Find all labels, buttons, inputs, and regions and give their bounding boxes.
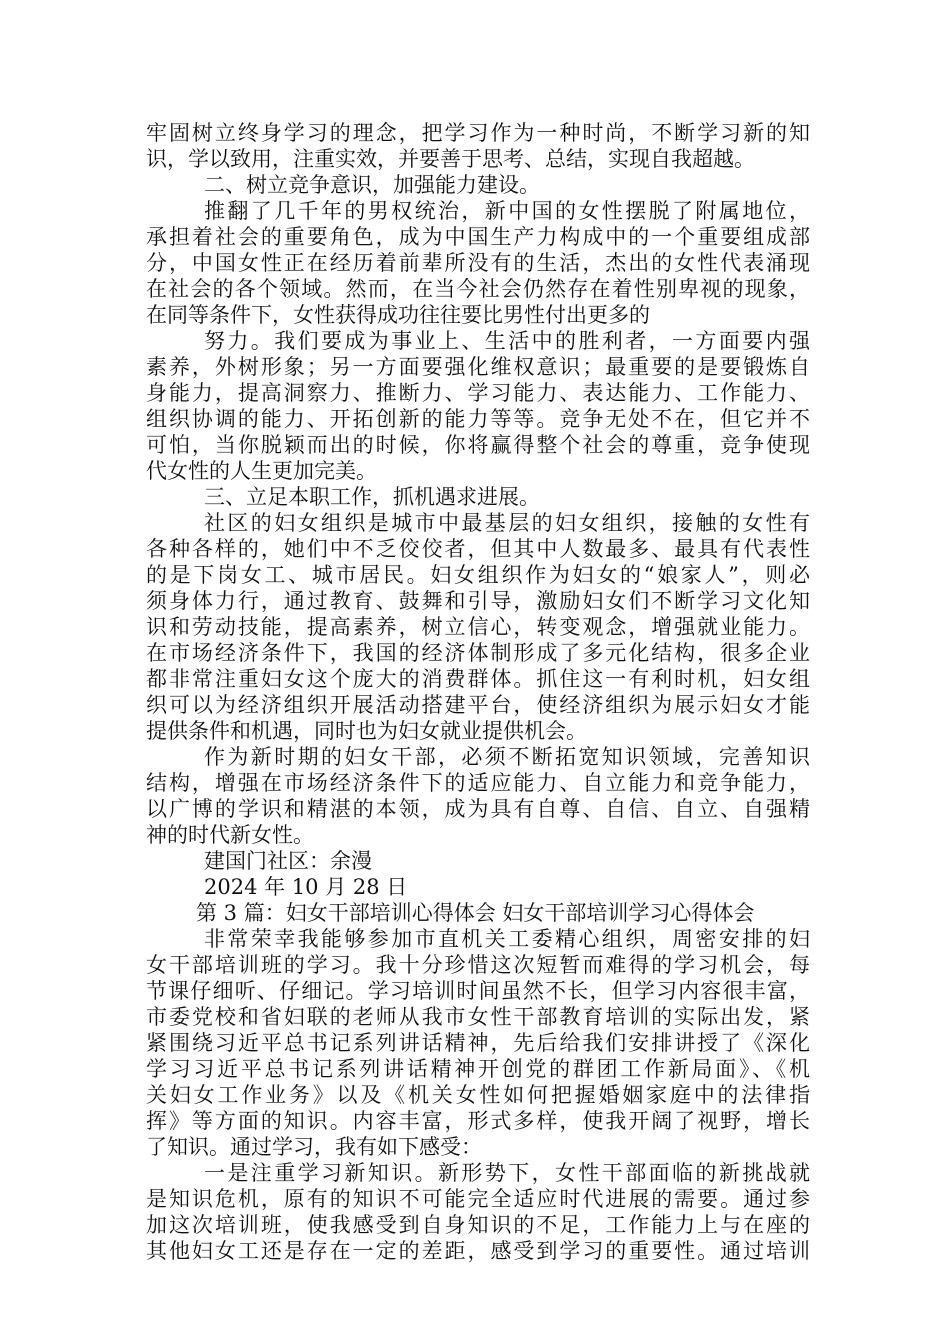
text-line: 了知识。通过学习，我有如下感受： — [146, 1135, 482, 1159]
text-line: 一是注重学习新知识。新形势下，女性干部面临的新挑战就 — [204, 1161, 810, 1185]
text-line: 非常荣幸我能够参加市直机关工委精心组织，周密安排的妇 — [204, 927, 810, 951]
text-line: 结构，增强在市场经济条件下的适应能力、自立能力和竞争能力， — [146, 771, 810, 795]
text-line: 识和劳动技能，提高素养，树立信心，转变观念，增强就业能力。 — [146, 615, 810, 639]
text-line: 在市场经济条件下，我国的经济体制形成了多元化结构，很多企业 — [146, 641, 810, 665]
text-line: 推翻了几千年的男权统治，新中国的女性摆脱了附属地位， — [204, 199, 810, 223]
text-line: 作为新时期的妇女干部，必须不断拓宽知识领域，完善知识 — [204, 745, 810, 769]
text-line: 关妇女工作业务》以及《机关女性如何把握婚姻家庭中的法律指 — [146, 1083, 810, 1107]
text-line: 识，学以致用，注重实效，并要善于思考、总结，实现自我超越。 — [146, 147, 755, 171]
document-page — [146, 120, 810, 1264]
text-line: 其他妇女工还是存在一定的差距，感受到学习的重要性。通过培训 — [146, 1239, 810, 1263]
text-line: 二、树立竞争意识，加强能力建设。 — [204, 173, 540, 197]
text-line: 织可以为经济组织开展活动搭建平台，使经济组织为展示妇女才能 — [146, 693, 810, 717]
text-line: 分，中国女性正在经历着前辈所没有的生活，杰出的女性代表涌现 — [146, 251, 810, 275]
text-line: 节课仔细听、仔细记。学习培训时间虽然不长，但学习内容很丰富， — [146, 979, 810, 1003]
text-line: 建国门社区：余漫 — [204, 849, 372, 873]
text-line: 在社会的各个领域。然而，在当今社会仍然存在着性别卑视的现象， — [146, 277, 810, 301]
text-line: 挥》等方面的知识。内容丰富，形式多样，使我开阔了视野，增长 — [146, 1109, 810, 1133]
text-line: 三、立足本职工作，抓机遇求进展。 — [204, 485, 540, 509]
text-line: 代女性的人生更加完美。 — [146, 459, 377, 483]
text-line: 第 3 篇：妇女干部培训心得体会 妇女干部培训学习心得体会 — [196, 901, 755, 925]
text-line: 组织协调的能力、开拓创新的能力等等。竞争无处不在，但它并不 — [146, 407, 810, 431]
text-line: 牢固树立终身学习的理念，把学习作为一种时尚，不断学习新的知 — [146, 121, 810, 145]
text-line: 承担着社会的重要角色，成为中国生产力构成中的一个重要组成部 — [146, 225, 810, 249]
text-line: 2024 年 10 月 28 日 — [204, 875, 408, 899]
text-line: 社区的妇女组织是城市中最基层的妇女组织，接触的女性有 — [204, 511, 810, 535]
text-line: 各种各样的，她们中不乏佼佼者，但其中人数最多、最具有代表性 — [146, 537, 810, 561]
text-line: 加这次培训班，使我感受到自身知识的不足，工作能力上与在座的 — [146, 1213, 810, 1237]
text-line: 女干部培训班的学习。我十分珍惜这次短暂而难得的学习机会，每 — [146, 953, 810, 977]
text-line: 须身体力行，通过教育、鼓舞和引导，激励妇女们不断学习文化知 — [146, 589, 810, 613]
text-line: 可怕，当你脱颖而出的时候，你将赢得整个社会的尊重，竞争使现 — [146, 433, 810, 457]
text-line: 是知识危机，原有的知识不可能完全适应时代进展的需要。通过参 — [146, 1187, 810, 1211]
text-line: 身能力，提高洞察力、推断力、学习能力、表达能力、工作能力、 — [146, 381, 810, 405]
text-line: 素养，外树形象；另一方面要强化维权意识；最重要的是要锻炼自 — [146, 355, 810, 379]
text-line: 的是下岗女工、城市居民。妇女组织作为妇女的“娘家人”，则必 — [146, 563, 810, 587]
text-line: 市委党校和省妇联的老师从我市女性干部教育培训的实际出发，紧 — [146, 1005, 810, 1029]
text-line: 以广博的学识和精湛的本领，成为具有自尊、自信、自立、自强精 — [146, 797, 810, 821]
text-line: 提供条件和机遇，同时也为妇女就业提供机会。 — [146, 719, 587, 743]
text-line: 在同等条件下，女性获得成功往往要比男性付出更多的 — [146, 303, 650, 327]
text-line: 神的时代新女性。 — [146, 823, 314, 847]
text-line: 紧围绕习近平总书记系列讲话精神，先后给我们安排讲授了《深化 — [146, 1031, 810, 1055]
text-line: 努力。我们要成为事业上、生活中的胜利者，一方面要内强 — [204, 329, 810, 353]
text-line: 都非常注重妇女这个庞大的消费群体。抓住这一有利时机，妇女组 — [146, 667, 810, 691]
text-line: 学习习近平总书记系列讲话精神开创党的群团工作新局面》、《机 — [146, 1057, 810, 1081]
